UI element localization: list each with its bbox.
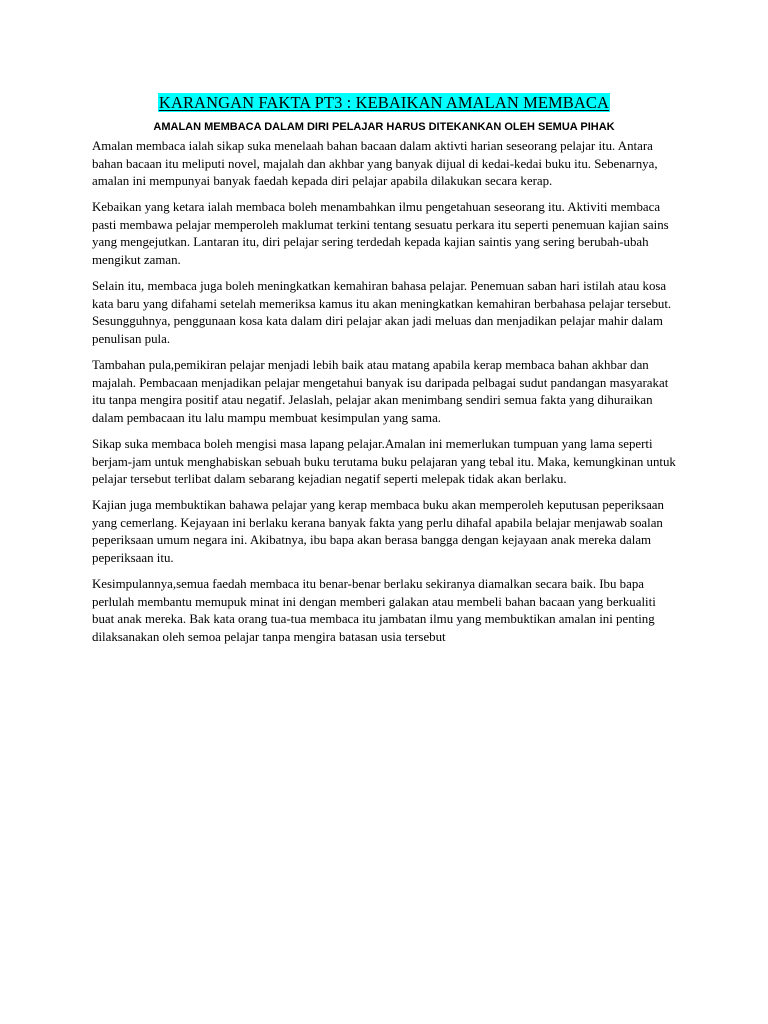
document-subtitle: AMALAN MEMBACA DALAM DIRI PELAJAR HARUS DITEKANKAN OLEH SEMUA PIHAK	[153, 121, 615, 133]
paragraph-point-5: Kajian juga membuktikan bahawa pelajar yang kerap membaca buku akan memperoleh keputusan peperiksaan yang cemerlang. Kejayaan ini berlaku kerana banyak fakta yang perlu dihafal apabila belajar menjawab soalan peperiksaan umum negara ini. Akibatnya, ibu bapa akan berasa bangga dengan kejayaan anak mereka dalam peperiksaan itu.	[92, 498, 664, 565]
paragraph-point-4: Sikap suka membaca boleh mengisi masa lapang pelajar.Amalan ini memerlukan tumpuan yang lama seperti berjam-jam untuk menghabiskan sebuah buku terutama buku pelajaran yang tebal itu. Maka, kemungkinan untuk pelajar tersebut terlibat dalam sebarang kejadian negatif seperti melepak tidak akan berlaku.	[92, 436, 676, 487]
paragraph-introduction: Amalan membaca ialah sikap suka menelaah bahan bacaan dalam aktivti harian seseorang pelajar itu. Antara bahan bacaan itu meliputi novel, majalah dan akhbar yang banyak dijual di kedai-kedai buku itu. Sebenarnya, amalan ini mempunyai banyak faedah kepada diri pelajar apabila dilakukan secara kerap.	[92, 139, 658, 189]
document-body	[92, 138, 678, 655]
title-container	[0, 93, 768, 113]
paragraph-conclusion: Kesimpulannya,semua faedah membaca itu benar-benar berlaku sekiranya diamalkan secara baik. Ibu bapa perlulah membantu memupuk minat ini dengan memberi galakan atau membeli bahan bacaan yang berkualiti buat anak mereka. Bak kata orang tua-tua membaca itu jambatan ilmu yang membuktikan amalan ini penting dilaksanakan oleh semoa pelajar tanpa mengira batasan usia tersebut	[92, 577, 656, 644]
paragraph-point-1: Kebaikan yang ketara ialah membaca boleh menambahkan ilmu pengetahuan seseorang itu. Aktiviti membaca pasti membawa pelajar memperoleh maklumat terkini tentang sesuatu perkara itu seperti penemuan kajian sains yang mengejutkan. Lantaran itu, diri pelajar sering terdedah kepada kajian saintis yang sering berubah-ubah mengikut zaman.	[92, 200, 669, 268]
document-title: KARANGAN FAKTA PT3 : KEBAIKAN AMALAN MEMBACA	[158, 93, 610, 112]
paragraph-point-3: Tambahan pula,pemikiran pelajar menjadi lebih baik atau matang apabila kerap membaca bahan akhbar dan majalah. Pembacaan menjadikan pelajar mengetahui banyak isu daripada pelbagai sudut pandangan masyarakat itu tanpa mengira positif atau negatif. Jelaslah, pelajar akan menimbang sendiri semua fakta yang dihuraikan dalam pembacaan itu lalu mampu membuat kesimpulan yang sama.	[92, 358, 669, 425]
paragraph-point-2: Selain itu, membaca juga boleh meningkatkan kemahiran bahasa pelajar. Penemuan saban hari istilah atau kosa kata baru yang difahami setelah memeriksa kamus itu akan meningkatkan kemahiran berbahasa pelajar tersebut. Sesungguhnya, penggunaan kosa kata dalam diri pelajar akan jadi meluas dan menjadikan pelajar mahir dalam penulisan pula.	[92, 279, 672, 346]
